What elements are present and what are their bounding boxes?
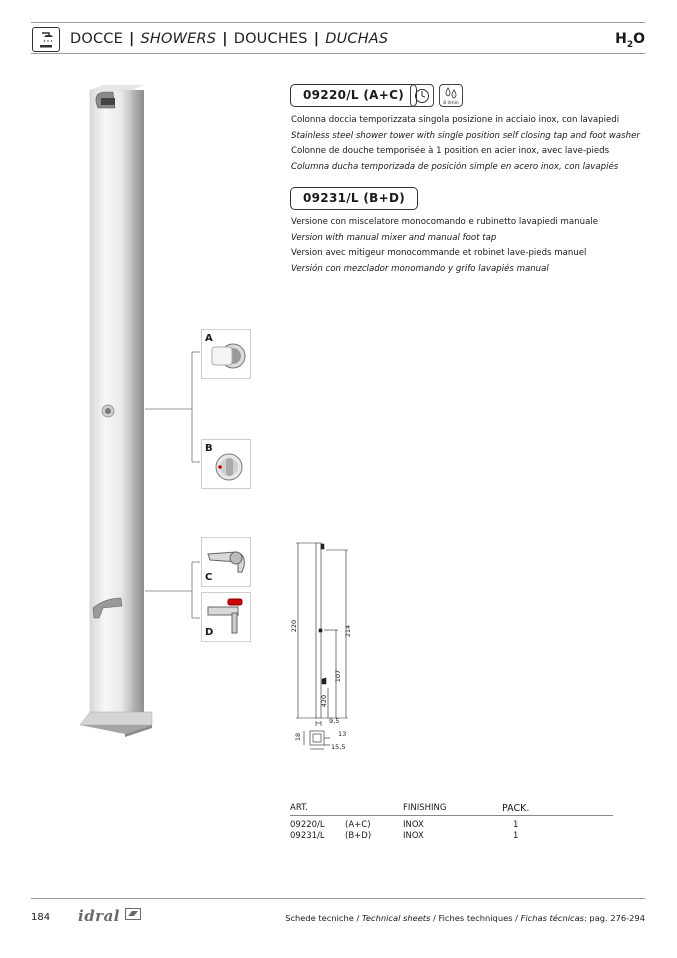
title-french: DOUCHES: [233, 31, 308, 47]
technical-drawing: [290, 538, 370, 760]
option-d-thumbnail: [201, 592, 251, 642]
row-finishing: INOX: [403, 820, 424, 830]
dim-section-depth: 18: [294, 732, 303, 742]
desc-line-en: Version with manual mixer and manual foot tap: [291, 232, 497, 243]
dim-section-side: 13: [338, 730, 347, 738]
desc-line-en: Stainless steel shower tower with single position self closing tap and foot washer: [291, 130, 640, 141]
table-header-pack: PACK.: [502, 803, 530, 814]
dim-top-width: 9,5: [329, 717, 340, 725]
row-art: 09231/L: [290, 831, 325, 841]
row-art: 09220/L: [290, 820, 325, 830]
title-separator: |: [313, 31, 320, 47]
row-variant: (A+C): [345, 820, 371, 830]
row-pack: 1: [513, 831, 519, 841]
mixer-knob-icon: [202, 440, 250, 488]
idral-logo: [78, 906, 141, 926]
title-separator: |: [129, 31, 135, 47]
title-spanish: DUCHAS: [325, 31, 389, 47]
shower-icon: [32, 27, 60, 52]
product-2-description: [291, 215, 598, 277]
timed-foot-tap-icon: [202, 538, 250, 586]
desc-line-es: Versión con mezclador monomando y grifo lavapiés manual: [291, 263, 549, 274]
option-connector-lines: [140, 350, 205, 620]
page-title: [70, 31, 388, 47]
idral-logo-text: idral: [78, 907, 121, 925]
title-italian: DOCCE: [70, 31, 123, 47]
product-1-description: [291, 113, 640, 175]
desc-line-es: Columna ducha temporizada de posición simple en acero inox, con lavapiés: [291, 161, 619, 172]
push-button-valve-icon: [202, 330, 250, 378]
option-a-label: A: [205, 333, 213, 344]
row-finishing: INOX: [403, 831, 424, 841]
option-c-label: C: [205, 572, 213, 583]
table-header-rule: [290, 815, 613, 816]
row-pack: 1: [513, 820, 519, 830]
header-top-rule: [31, 22, 645, 23]
dim-section-width: 15,5: [331, 743, 346, 751]
product-code-09231: 09231/L (B+D): [290, 187, 418, 210]
technical-sheets-reference: Schede tecniche / Technical sheets / Fiches techniques / Fichas técnicas: pag. 276-294: [285, 913, 645, 923]
footer-rule: [31, 898, 645, 899]
desc-line-fr: Version avec mitigeur monocommande et robinet lave-pieds manuel: [291, 248, 587, 258]
dim-shower-height: 214: [344, 624, 353, 638]
idral-logo-mark: [125, 908, 141, 920]
desc-line-it: Colonna doccia temporizzata singola posizione in acciaio inox, con lavapiedi: [291, 115, 620, 125]
desc-line-it: Versione con miscelatore monocomando e rubinetto lavapiedi manuale: [291, 217, 599, 227]
option-c-thumbnail: [201, 537, 251, 587]
title-separator: |: [222, 31, 228, 47]
table-header-finishing: FINISHING: [403, 803, 447, 813]
h2o-brand: $H_2O$: [615, 31, 645, 50]
water-drops-icon: [439, 84, 463, 107]
title-english: SHOWERS: [140, 31, 217, 47]
product-code-09220: 09220/L (A+C): [290, 84, 417, 107]
option-b-label: B: [205, 443, 213, 454]
table-header-art: ART.: [290, 803, 308, 813]
desc-line-fr: Colonne de douche temporisée à 1 position en acier inox, avec lave-pieds: [291, 146, 610, 156]
page-number: 184: [31, 912, 51, 923]
dim-mixer-height: 107: [334, 669, 343, 683]
option-d-label: D: [205, 627, 214, 638]
manual-foot-tap-icon: [202, 593, 250, 641]
flow-rate-label: 8 l/min: [443, 101, 459, 106]
dim-foot-height: 420: [320, 694, 329, 708]
timer-clock-icon: [410, 84, 434, 107]
header-bottom-rule: [31, 53, 645, 54]
option-b-thumbnail: [201, 439, 251, 489]
row-variant: (B+D): [345, 831, 372, 841]
dim-total-height: 220: [290, 619, 299, 633]
option-a-thumbnail: [201, 329, 251, 379]
